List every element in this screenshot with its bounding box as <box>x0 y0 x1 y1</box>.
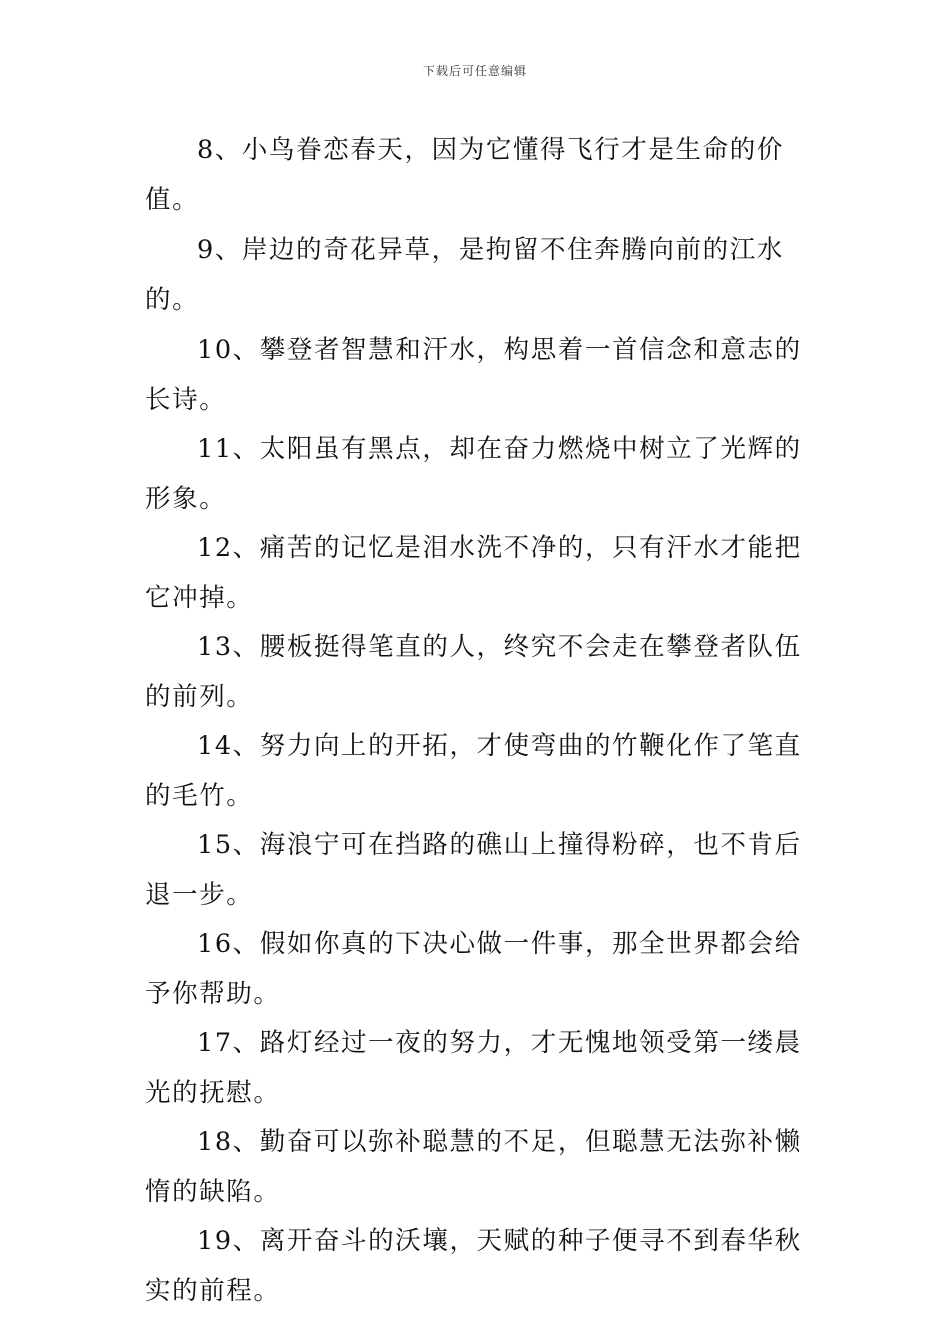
list-item: 16、假如你真的下决心做一件事，那全世界都会给予你帮助。 <box>145 929 802 1009</box>
list-item: 14、努力向上的开拓，才使弯曲的竹鞭化作了笔直的毛竹。 <box>145 731 802 811</box>
list-item: 17、路灯经过一夜的努力，才无愧地领受第一缕晨光的抚慰。 <box>145 1028 802 1108</box>
quote-list <box>145 126 807 1316</box>
list-item: 8、小鸟眷恋春天，因为它懂得飞行才是生命的价值。 <box>145 135 784 215</box>
list-item: 11、太阳虽有黑点，却在奋力燃烧中树立了光辉的形象。 <box>145 434 802 514</box>
list-item: 10、攀登者智慧和汗水，构思着一首信念和意志的长诗。 <box>145 335 802 415</box>
list-item: 18、勤奋可以弥补聪慧的不足，但聪慧无法弥补懒惰的缺陷。 <box>145 1127 802 1207</box>
header-note: 下载后可任意编辑 <box>422 64 527 78</box>
list-item: 15、海浪宁可在挡路的礁山上撞得粉碎，也不肯后退一步。 <box>145 830 802 910</box>
list-item: 12、痛苦的记忆是泪水洗不净的，只有汗水才能把它冲掉。 <box>145 533 802 613</box>
list-item: 13、腰板挺得笔直的人，终究不会走在攀登者队伍的前列。 <box>145 632 802 712</box>
list-item: 9、岸边的奇花异草，是拘留不住奔腾向前的江水的。 <box>145 235 784 315</box>
list-item: 19、离开奋斗的沃壤，天赋的种子便寻不到春华秋实的前程。 <box>145 1226 802 1306</box>
